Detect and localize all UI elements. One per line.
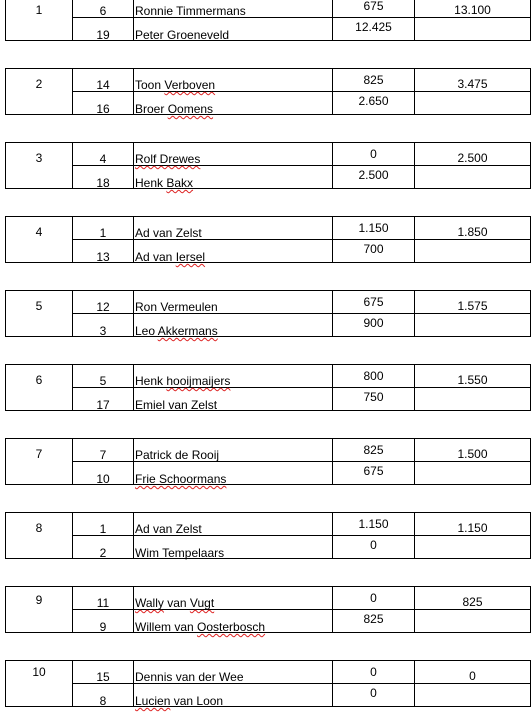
player-name-cell [134,143,333,166]
score-cell: 0 [333,143,415,166]
rank-cell: 6 [6,365,73,410]
player-number-cell: 19 [73,18,134,40]
score-cell: 2.650 [333,92,415,114]
score-cell: 900 [333,314,415,336]
player-name-cell: Patrick de Rooij [134,439,333,462]
score-cell: 825 [333,439,415,462]
player-name-cell: Ad van Zelst [134,217,333,240]
score-cell: 0 [333,684,415,706]
rank-cell: 10 [6,661,73,706]
player-number-cell: 1 [73,513,134,536]
total-empty-cell [415,314,530,336]
result-group [5,438,531,485]
rank-cell: 4 [6,217,73,262]
player-name-cell [134,684,333,706]
player-name-cell: Dennis van der Wee [134,661,333,684]
spellcheck-word: Wally [135,596,164,610]
player-name-cell [134,314,333,336]
result-group [5,142,531,189]
player-number-cell: 7 [73,439,134,462]
rank-cell: 1 [6,0,73,40]
player-number-cell: 18 [73,166,134,188]
result-group [5,290,531,337]
spellcheck-word: Vugt [189,596,215,610]
player-name-cell [134,462,333,484]
score-cell: 2.500 [333,166,415,188]
spellcheck-word: Oomens [167,102,214,116]
player-number-cell: 1 [73,217,134,240]
name-part: Leo [135,324,158,338]
spellcheck-word: Rolf Drewes [135,152,201,166]
result-group [5,68,531,115]
score-cell: 1.150 [333,513,415,536]
score-cell: 12.425 [333,18,415,40]
total-cell: 2.500 [415,143,530,166]
player-name-cell [134,365,333,388]
spellcheck-word: Frie Schoormans [135,472,227,486]
result-group [5,0,531,41]
score-cell: 825 [333,69,415,92]
player-number-cell: 11 [73,587,134,610]
rank-cell: 7 [6,439,73,484]
spellcheck-word: Lucien [135,694,171,708]
score-cell: 0 [333,661,415,684]
player-name-cell [134,240,333,262]
player-name-cell: Ron Vermeulen [134,291,333,314]
total-empty-cell [415,388,530,410]
player-name-cell [134,69,333,92]
player-number-cell: 9 [73,610,134,632]
player-number-cell: 5 [73,365,134,388]
total-cell: 1.575 [415,291,530,314]
rank-cell: 8 [6,513,73,558]
total-cell: 0 [415,661,530,684]
player-name-cell: Ronnie Timmermans [134,0,333,18]
player-name-cell [134,166,333,188]
total-empty-cell [415,536,530,558]
name-part: Ad van [135,250,176,264]
score-cell: 750 [333,388,415,410]
spellcheck-word: Iersel [175,250,206,264]
rank-cell: 9 [6,587,73,632]
player-number-cell: 2 [73,536,134,558]
player-number-cell: 3 [73,314,134,336]
player-number-cell: 8 [73,684,134,706]
player-name-cell: Wim Tempelaars [134,536,333,558]
player-name-cell: Ad van Zelst [134,513,333,536]
result-group [5,586,531,633]
total-empty-cell [415,610,530,632]
score-cell: 675 [333,462,415,484]
score-cell: 1.150 [333,217,415,240]
name-part: Henk [135,374,167,388]
total-cell: 825 [415,587,530,610]
score-cell: 700 [333,240,415,262]
score-cell: 0 [333,587,415,610]
player-number-cell: 13 [73,240,134,262]
score-cell: 825 [333,610,415,632]
result-group [5,660,531,707]
total-empty-cell [415,462,530,484]
spellcheck-word: Akkermans [157,324,218,338]
player-number-cell: 6 [73,0,134,18]
name-part: Willem van [135,620,198,634]
score-cell: 675 [333,291,415,314]
player-number-cell: 16 [73,92,134,114]
score-cell: 0 [333,536,415,558]
rank-cell: 5 [6,291,73,336]
total-empty-cell [415,166,530,188]
total-cell: 13.100 [415,0,530,18]
total-empty-cell [415,92,530,114]
total-cell: 1.500 [415,439,530,462]
result-group [5,512,531,559]
player-name-cell [134,610,333,632]
player-number-cell: 4 [73,143,134,166]
player-name-cell: Peter Groeneveld [134,18,333,40]
player-number-cell: 14 [73,69,134,92]
score-cell: 675 [333,0,415,18]
player-number-cell: 12 [73,291,134,314]
name-part: Henk [135,176,167,190]
spellcheck-word: Oosterbosch [197,620,266,634]
result-group [5,364,531,411]
player-name-cell [134,587,333,610]
rank-cell: 3 [6,143,73,188]
name-part: Broer [135,102,168,116]
total-cell: 1.150 [415,513,530,536]
total-empty-cell [415,684,530,706]
name-part: van [163,596,190,610]
player-number-cell: 17 [73,388,134,410]
result-group [5,216,531,263]
player-name-cell: Emiel van Zelst [134,388,333,410]
total-cell: 1.550 [415,365,530,388]
player-number-cell: 15 [73,661,134,684]
spellcheck-word: hooijmaijers [166,374,231,388]
total-cell: 3.475 [415,69,530,92]
spellcheck-word: Bakx [166,176,194,190]
spellcheck-word: Verboven [164,78,216,92]
rank-cell: 2 [6,69,73,114]
total-empty-cell [415,240,530,262]
name-part: van Loon [170,694,224,708]
player-name-cell [134,92,333,114]
score-cell: 800 [333,365,415,388]
total-empty-cell [415,18,530,40]
player-number-cell: 10 [73,462,134,484]
name-part: Toon [135,78,165,92]
total-cell: 1.850 [415,217,530,240]
